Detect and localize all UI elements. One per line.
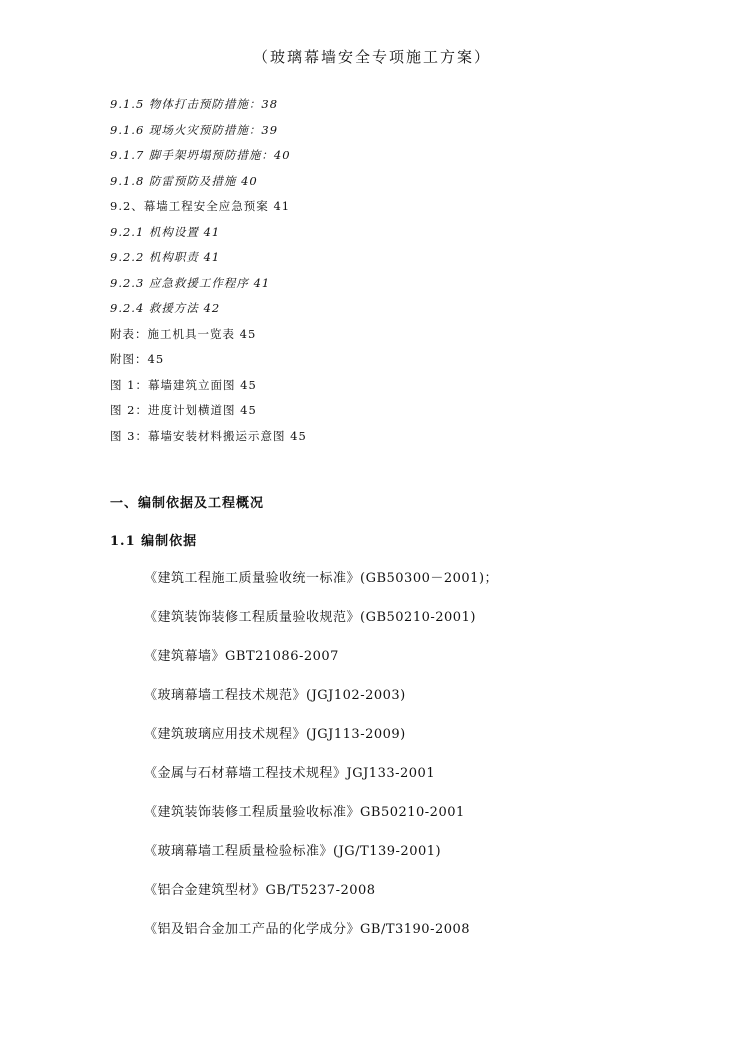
reference-item: 《建筑幕墙》GBT21086-2007 (144, 649, 339, 664)
reference-item: 《金属与石材幕墙工程技术规程》JGJ133-2001 (144, 766, 436, 781)
toc-entry[interactable]: 9.1.7 脚手架坍塌预防措施：40 (110, 148, 291, 162)
toc-entry[interactable]: 9.2.2 机构职责 41 (110, 250, 221, 264)
subsection-heading: 1.1 编制依据 (110, 534, 198, 549)
toc-entry[interactable]: 附表：施工机具一览表 45 (110, 326, 257, 341)
toc-entry[interactable]: 9.1.8 防雷预防及措施 40 (110, 173, 258, 188)
toc-entry[interactable]: 图 1：幕墙建筑立面图 45 (110, 377, 257, 392)
toc-entry[interactable]: 9.2.3 应急救援工作程序 41 (110, 275, 271, 290)
toc-entry[interactable]: 9.2.4 救援方法 42 (110, 301, 221, 315)
reference-item: 《铝合金建筑型材》GB/T5237-2008 (144, 883, 376, 898)
reference-item: 《铝及铝合金加工产品的化学成分》GB/T3190-2008 (144, 922, 471, 937)
reference-item: 《建筑装饰装修工程质量验收规范》(GB50210-2001) (144, 610, 476, 625)
reference-item: 《建筑装饰装修工程质量验收标准》GB50210-2001 (144, 805, 465, 820)
toc-entry[interactable]: 9.2、幕墙工程安全应急预案 41 (110, 199, 291, 213)
reference-list (144, 566, 498, 956)
table-of-contents (110, 92, 307, 449)
reference-item: 《建筑玻璃应用技术规程》(JGJ113-2009) (144, 727, 406, 742)
page-header-title: （玻璃幕墙安全专项施工方案） (252, 48, 491, 66)
reference-item: 《玻璃幕墙工程技术规范》(JGJ102-2003) (144, 688, 406, 703)
section-heading: 一、编制依据及工程概况 (110, 496, 265, 511)
reference-item: 《建筑工程施工质量验收统一标准》(GB50300－2001)； (144, 571, 499, 586)
toc-entry[interactable]: 9.1.6 现场火灾预防措施：39 (110, 122, 279, 137)
toc-entry[interactable]: 图 3：幕墙安装材料搬运示意图 45 (110, 428, 307, 443)
toc-entry[interactable]: 附图：45 (110, 352, 165, 366)
toc-entry[interactable]: 9.1.5 物体打击预防措施：38 (110, 97, 279, 111)
toc-entry[interactable]: 9.2.1 机构设置 41 (110, 224, 221, 239)
toc-entry[interactable]: 图 2：进度计划横道图 45 (110, 403, 257, 417)
reference-item: 《玻璃幕墙工程质量检验标准》(JG/T139-2001) (144, 844, 442, 859)
